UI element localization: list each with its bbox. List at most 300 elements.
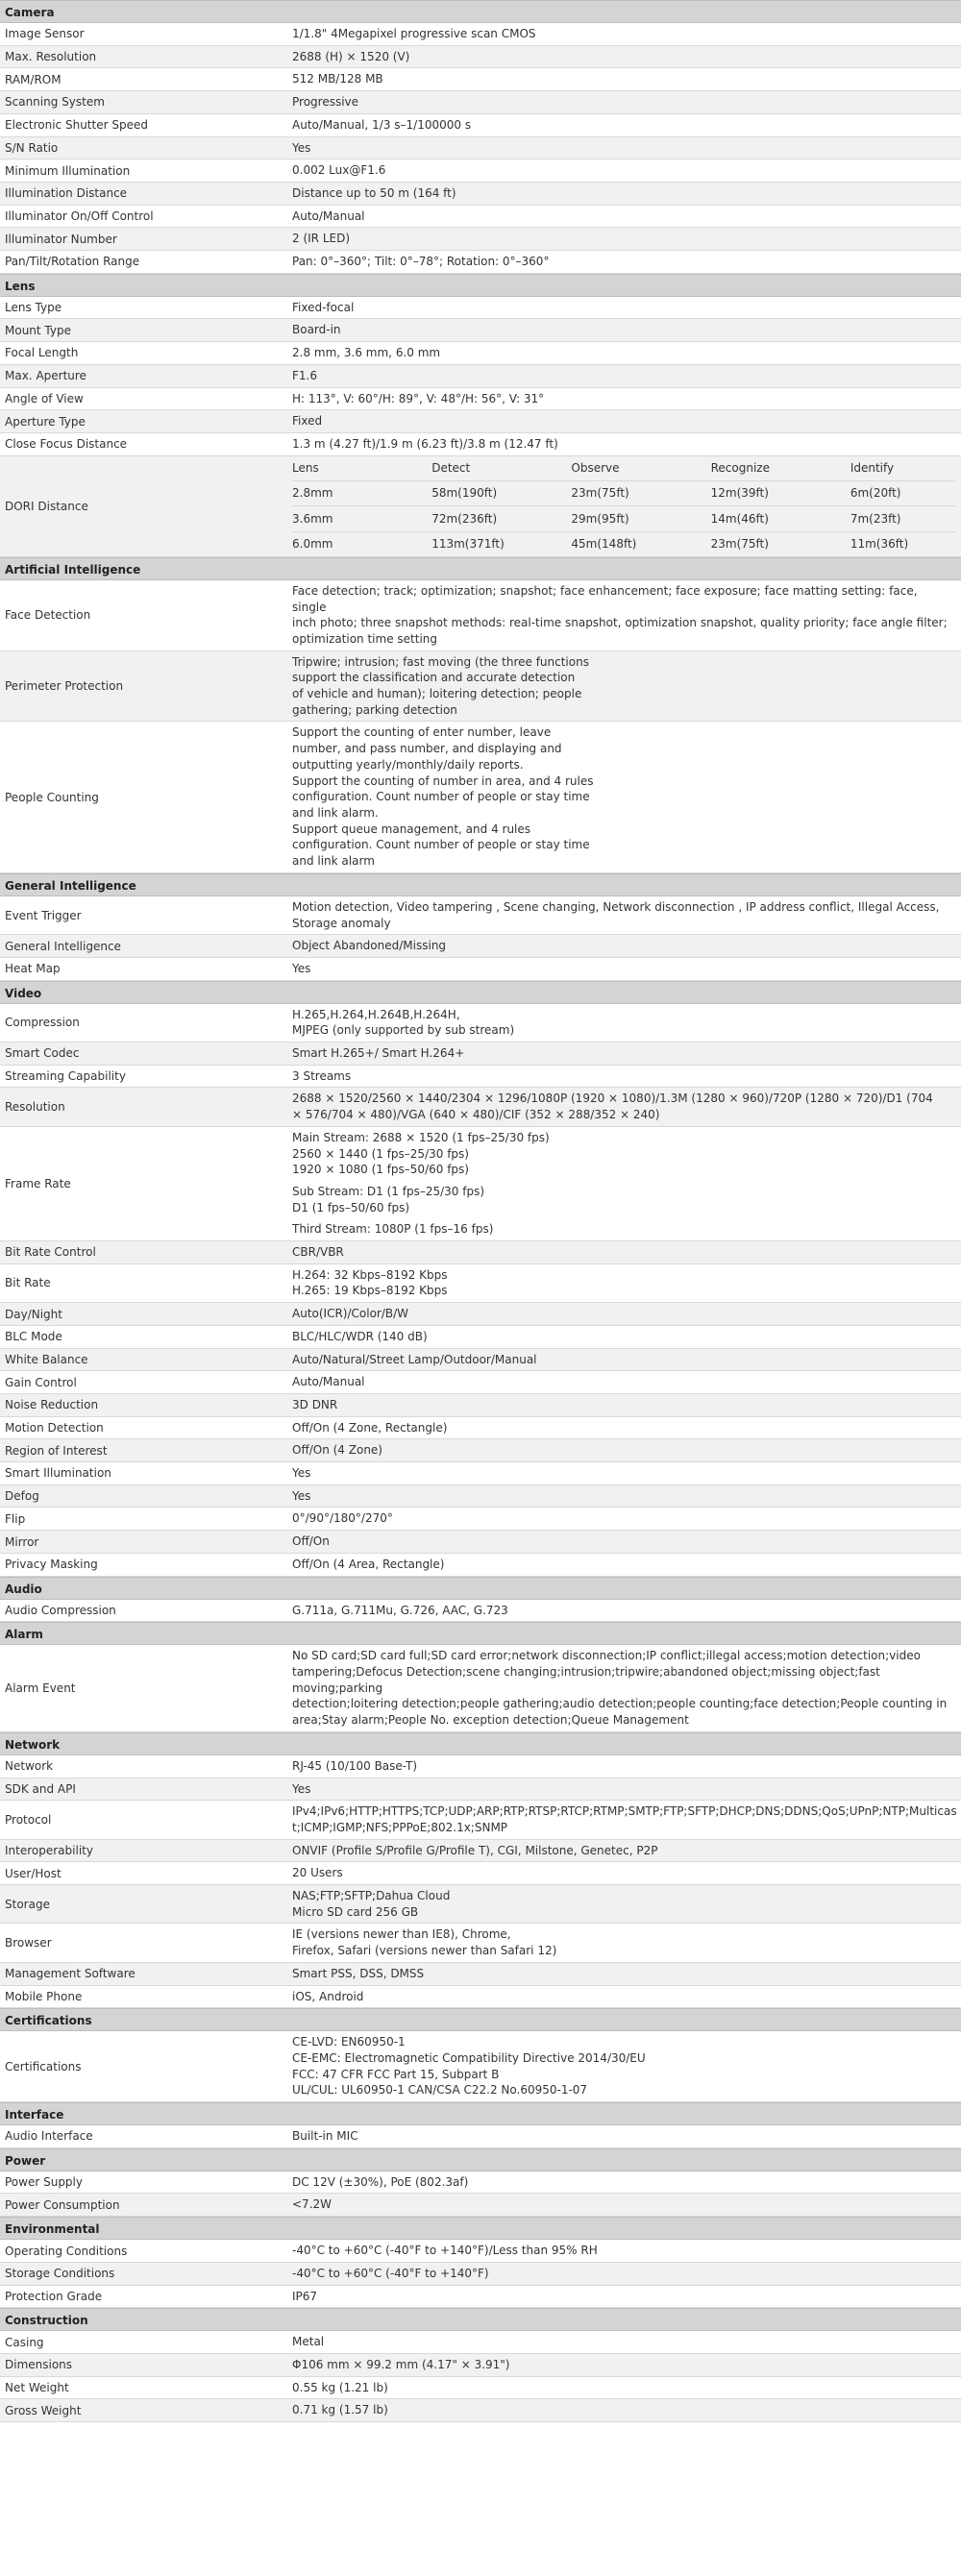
spec-value-line: configuration. Count number of people or stay time bbox=[292, 790, 590, 804]
spec-row bbox=[0, 206, 961, 229]
spec-value bbox=[288, 456, 961, 556]
spec-label: Angle of View bbox=[5, 391, 84, 405]
spec-label: Mount Type bbox=[5, 323, 71, 337]
spec-row bbox=[0, 410, 961, 433]
spec-label: Storage Conditions bbox=[5, 2267, 115, 2281]
dori-cell: 11m(36ft) bbox=[850, 536, 909, 551]
spec-label: Bit Rate bbox=[5, 1276, 51, 1290]
spec-value-line: 20 Users bbox=[292, 1866, 343, 1880]
spec-label: Lens Type bbox=[5, 301, 62, 315]
spec-row bbox=[0, 1439, 961, 1462]
section-lens bbox=[0, 274, 961, 557]
section-rows bbox=[0, 580, 961, 873]
spec-value bbox=[288, 1508, 961, 1530]
spec-value-line: BLC/HLC/WDR (140 dB) bbox=[292, 1329, 428, 1343]
spec-value bbox=[288, 580, 961, 650]
spec-value-line: IE (versions newer than IE8), Chrome, bbox=[292, 1927, 511, 1942]
spec-value-line: 2688 × 1520/2560 × 1440/2304 × 1296/1080P (1920 × 1080)/1.3M (1280 × 960)/720P (1280 × 720)/D1 (704 bbox=[292, 1092, 933, 1106]
spec-value-line: 2688 (H) × 1520 (V) bbox=[292, 49, 410, 63]
spec-value-line: Auto/Manual bbox=[292, 1375, 365, 1389]
spec-row bbox=[0, 1004, 961, 1043]
section-artificial-intelligence bbox=[0, 557, 961, 873]
spec-value-line: 2 (IR LED) bbox=[292, 232, 351, 246]
spec-value-line: Support queue management, and 4 rules bbox=[292, 822, 531, 836]
spec-value bbox=[288, 1554, 961, 1576]
spec-label: Operating Conditions bbox=[5, 2244, 128, 2258]
spec-row bbox=[0, 1645, 961, 1732]
spec-label: Frame Rate bbox=[5, 1176, 71, 1190]
dori-row bbox=[292, 506, 955, 531]
spec-value-line: D1 (1 fps–50/60 fps) bbox=[292, 1200, 410, 1214]
spec-value bbox=[288, 2354, 961, 2376]
spec-row bbox=[0, 1417, 961, 1440]
spec-value bbox=[288, 2331, 961, 2353]
spec-label: General Intelligence bbox=[5, 939, 121, 953]
spec-value-line: and link alarm bbox=[292, 854, 375, 869]
spec-row bbox=[0, 1801, 961, 1839]
spec-label: BLC Mode bbox=[5, 1330, 62, 1344]
spec-value-line: ONVIF (Profile S/Profile G/Profile T), CGI, Milstone, Genetec, P2P bbox=[292, 1843, 658, 1857]
spec-row bbox=[0, 935, 961, 958]
spec-value-line: 3D DNR bbox=[292, 1397, 338, 1411]
spec-row bbox=[0, 68, 961, 91]
spec-label: Audio Interface bbox=[5, 2129, 93, 2144]
spec-row bbox=[0, 1303, 961, 1326]
spec-value-line: IP67 bbox=[292, 2289, 318, 2303]
spec-row bbox=[0, 1264, 961, 1303]
spec-value bbox=[288, 1531, 961, 1553]
spec-value-line: No SD card;SD card full;SD card error;network disconnection;IP conflict;illegal access;motion detection;video bbox=[292, 1649, 921, 1663]
spec-row bbox=[0, 1600, 961, 1623]
spec-label: Max. Resolution bbox=[5, 50, 97, 64]
spec-value-line: MJPEG (only supported by sub stream) bbox=[292, 1023, 515, 1038]
spec-value-line: Built-in MIC bbox=[292, 2129, 358, 2144]
spec-value bbox=[288, 1326, 961, 1348]
spec-value bbox=[288, 365, 961, 387]
spec-label: Power Supply bbox=[5, 2175, 83, 2190]
spec-value bbox=[288, 206, 961, 228]
spec-label: Aperture Type bbox=[5, 414, 86, 429]
spec-label: Interoperability bbox=[5, 1843, 93, 1857]
spec-value-line: FCC: 47 CFR FCC Part 15, Subpart B bbox=[292, 2067, 500, 2081]
spec-value bbox=[288, 1801, 961, 1838]
spec-value-line: Off/On (4 Zone, Rectangle) bbox=[292, 1420, 448, 1435]
spec-value-line: Yes bbox=[292, 1781, 311, 1796]
spec-value bbox=[288, 1462, 961, 1484]
spec-label: Scanning System bbox=[5, 95, 105, 110]
dori-row bbox=[292, 480, 955, 505]
spec-label: Heat Map bbox=[5, 962, 61, 976]
spec-label: Pan/Tilt/Rotation Range bbox=[5, 255, 140, 269]
section-network bbox=[0, 1732, 961, 2008]
spec-value bbox=[288, 2286, 961, 2308]
dori-header-cell: Lens bbox=[292, 456, 431, 481]
spec-row bbox=[0, 2171, 961, 2195]
spec-value-line: Off/On (4 Zone) bbox=[292, 1443, 382, 1458]
spec-value-line: Yes bbox=[292, 1466, 311, 1481]
spec-value-line: optimization time setting bbox=[292, 631, 438, 646]
section-heading: Lens bbox=[0, 274, 961, 297]
spec-label: Streaming Capability bbox=[5, 1069, 126, 1084]
spec-value bbox=[288, 1303, 961, 1325]
spec-row bbox=[0, 1986, 961, 2009]
section-heading: Audio bbox=[0, 1577, 961, 1600]
spec-value bbox=[288, 1862, 961, 1884]
spec-value-line: 1920 × 1080 (1 fps–50/60 fps) bbox=[292, 1163, 469, 1177]
spec-value bbox=[288, 2263, 961, 2285]
spec-label: Power Consumption bbox=[5, 2197, 120, 2212]
dori-cell: 3.6mm bbox=[292, 506, 431, 531]
spec-row bbox=[0, 2031, 961, 2102]
section-heading: Artificial Intelligence bbox=[0, 557, 961, 580]
spec-value bbox=[288, 183, 961, 205]
spec-value bbox=[288, 388, 961, 410]
spec-value bbox=[288, 1963, 961, 1985]
spec-row bbox=[0, 1066, 961, 1089]
spec-row bbox=[0, 722, 961, 872]
spec-value-line: 2.8 mm, 3.6 mm, 6.0 mm bbox=[292, 346, 441, 360]
spec-value bbox=[288, 1371, 961, 1393]
spec-label: Smart Codec bbox=[5, 1046, 80, 1061]
spec-value-line: gathering; parking detection bbox=[292, 702, 457, 717]
spec-row bbox=[0, 1462, 961, 1485]
dori-cell: 12m(39ft) bbox=[711, 480, 850, 505]
spec-label: Gain Control bbox=[5, 1375, 77, 1389]
spec-value-line: 1/1.8" 4Megapixel progressive scan CMOS bbox=[292, 27, 536, 40]
spec-value bbox=[288, 1885, 961, 1923]
spec-value-line: Storage anomaly bbox=[292, 916, 391, 930]
spec-row bbox=[0, 1043, 961, 1066]
spec-label: Minimum Illumination bbox=[5, 163, 131, 178]
spec-row bbox=[0, 1862, 961, 1885]
spec-label: Perimeter Protection bbox=[5, 679, 124, 694]
spec-value-line: F1.6 bbox=[292, 368, 317, 382]
section-heading: Video bbox=[0, 981, 961, 1004]
spec-row bbox=[0, 1755, 961, 1779]
spec-label: Smart Illumination bbox=[5, 1466, 111, 1481]
spec-value bbox=[288, 342, 961, 364]
spec-value bbox=[288, 137, 961, 159]
section-heading: Alarm bbox=[0, 1622, 961, 1645]
section-general-intelligence bbox=[0, 873, 961, 981]
spec-value bbox=[288, 410, 961, 432]
spec-value-line: H.265: 19 Kbps–8192 Kbps bbox=[292, 1284, 448, 1298]
spec-label: Motion Detection bbox=[5, 1421, 104, 1435]
section-heading: Camera bbox=[0, 0, 961, 23]
spec-row bbox=[0, 1779, 961, 1802]
spec-label: Net Weight bbox=[5, 2381, 69, 2395]
spec-row bbox=[0, 1394, 961, 1417]
spec-row bbox=[0, 2125, 961, 2148]
spec-label: Illuminator Number bbox=[5, 232, 117, 246]
spec-row bbox=[0, 1963, 961, 1986]
spec-value-line: <7.2W bbox=[292, 2197, 333, 2212]
spec-value-line: t;ICMP;IGMP;NFS;PPPoE;802.1x;SNMP bbox=[292, 1820, 508, 1834]
section-rows bbox=[0, 896, 961, 981]
spec-label: People Counting bbox=[5, 790, 99, 804]
spec-label: Protocol bbox=[5, 1812, 52, 1827]
spec-value-line: 3 Streams bbox=[292, 1068, 352, 1083]
spec-value-line: Face detection; track; optimization; snapshot; face enhancement; face exposure; face matting setting: face, single bbox=[292, 583, 922, 614]
spec-row bbox=[0, 251, 961, 274]
section-heading: Network bbox=[0, 1732, 961, 1755]
spec-value bbox=[288, 2125, 961, 2147]
spec-value-line: Smart H.265+/ Smart H.264+ bbox=[292, 1046, 465, 1061]
spec-row bbox=[0, 183, 961, 206]
spec-label: Region of Interest bbox=[5, 1443, 108, 1458]
spec-label: Compression bbox=[5, 1016, 80, 1030]
spec-label: Browser bbox=[5, 1936, 52, 1950]
spec-row bbox=[0, 651, 961, 723]
spec-value-line: G.711a, G.711Mu, G.726, AAC, G.723 bbox=[292, 1603, 508, 1617]
section-rows bbox=[0, 2331, 961, 2422]
spec-value-line: Motion detection, Video tampering , Scene changing, Network disconnection , IP address conflict, Illegal Access, bbox=[292, 899, 940, 914]
spec-value-line: 512 MB/128 MB bbox=[292, 72, 383, 86]
spec-value-line: 0.002 Lux@F1.6 bbox=[292, 163, 386, 178]
section-rows bbox=[0, 23, 961, 274]
spec-label: Close Focus Distance bbox=[5, 437, 128, 452]
spec-value-line: RJ-45 (10/100 Base-T) bbox=[292, 1758, 418, 1773]
spec-label: Dimensions bbox=[5, 2358, 73, 2372]
spec-value bbox=[288, 1645, 961, 1731]
spec-value-line: Off/On (4 Area, Rectangle) bbox=[292, 1557, 445, 1571]
spec-value-line: 0.71 kg (1.57 lb) bbox=[292, 2403, 388, 2417]
spec-value bbox=[288, 68, 961, 90]
spec-label: Bit Rate Control bbox=[5, 1245, 96, 1260]
spec-label: Max. Aperture bbox=[5, 369, 86, 383]
spec-label: Image Sensor bbox=[5, 27, 85, 41]
spec-value-line: Fixed bbox=[292, 414, 323, 429]
spec-label: DORI Distance bbox=[5, 499, 88, 513]
spec-value-line: Firefox, Safari (versions newer than Safari 12) bbox=[292, 1944, 557, 1958]
spec-value-line: Third Stream: 1080P (1 fps–16 fps) bbox=[292, 1222, 494, 1237]
dori-cell: 23m(75ft) bbox=[571, 480, 710, 505]
spec-row bbox=[0, 342, 961, 365]
spec-value-line: Pan: 0°–360°; Tilt: 0°–78°; Rotation: 0°–360° bbox=[292, 255, 550, 269]
section-rows bbox=[0, 2171, 961, 2217]
dori-table bbox=[292, 456, 955, 556]
spec-label: Day/Night bbox=[5, 1307, 62, 1321]
spec-label: White Balance bbox=[5, 1352, 88, 1366]
spec-row bbox=[0, 1241, 961, 1264]
spec-value bbox=[288, 958, 961, 980]
spec-value-line: Tripwire; intrusion; fast moving (the three functions bbox=[292, 654, 589, 669]
spec-row bbox=[0, 1840, 961, 1863]
section-rows bbox=[0, 1004, 961, 1577]
spec-row bbox=[0, 2377, 961, 2400]
spec-value bbox=[288, 2377, 961, 2399]
spec-value bbox=[288, 1417, 961, 1439]
dori-header-cell: Observe bbox=[571, 456, 710, 481]
section-rows bbox=[0, 297, 961, 557]
dori-cell: 58m(190ft) bbox=[431, 480, 571, 505]
dori-header-cell: Recognize bbox=[711, 456, 850, 481]
spec-value bbox=[288, 935, 961, 957]
spec-row bbox=[0, 1924, 961, 1962]
spec-value bbox=[288, 1394, 961, 1416]
spec-label: Noise Reduction bbox=[5, 1398, 99, 1412]
dori-cell: 45m(148ft) bbox=[571, 536, 637, 551]
spec-row bbox=[0, 2286, 961, 2309]
spec-row bbox=[0, 137, 961, 160]
spec-label: Electronic Shutter Speed bbox=[5, 118, 148, 133]
spec-value-line: 2560 × 1440 (1 fps–25/30 fps) bbox=[292, 1146, 469, 1161]
spec-value-line: × 576/704 × 480)/VGA (640 × 480)/CIF (352 × 288/352 × 240) bbox=[292, 1108, 660, 1122]
spec-label: Resolution bbox=[5, 1100, 65, 1115]
spec-value-line: Auto/Manual bbox=[292, 209, 365, 223]
spec-row bbox=[0, 2331, 961, 2354]
spec-value-line: Yes bbox=[292, 961, 311, 975]
spec-label: RAM/ROM bbox=[5, 72, 62, 86]
dori-cell: 7m(23ft) bbox=[850, 506, 955, 531]
section-construction bbox=[0, 2308, 961, 2422]
spec-row bbox=[0, 46, 961, 69]
spec-value-line: of vehicle and human); loitering detection; people bbox=[292, 687, 582, 701]
spec-row bbox=[0, 91, 961, 114]
dori-cell: 23m(75ft) bbox=[710, 536, 769, 551]
section-rows bbox=[0, 1755, 961, 2008]
spec-value-line: H.265,H.264,H.264B,H.264H, bbox=[292, 1007, 460, 1021]
spec-value-line: H: 113°, V: 60°/H: 89°, V: 48°/H: 56°, V: 31° bbox=[292, 391, 545, 405]
spec-value-line: IPv4;IPv6;HTTP;HTTPS;TCP;UDP;ARP;RTP;RTSP;RTCP;RTMP;SMTP;FTP;SFTP;DHCP;DNS;DDNS;QoS;UPnP;NTP;Multicas bbox=[292, 1804, 957, 1819]
spec-row bbox=[0, 2399, 961, 2422]
spec-value bbox=[288, 251, 961, 273]
section-rows bbox=[0, 1600, 961, 1623]
spec-row bbox=[0, 365, 961, 388]
spec-label: User/Host bbox=[5, 1866, 62, 1880]
spec-value-line: Board-in bbox=[292, 323, 341, 337]
spec-value bbox=[288, 1779, 961, 1801]
spec-value bbox=[288, 1840, 961, 1862]
spec-value-line: Auto(ICR)/Color/B/W bbox=[292, 1307, 409, 1321]
spec-value bbox=[288, 1004, 961, 1042]
spec-label: Defog bbox=[5, 1489, 39, 1504]
spec-value-line: Auto/Manual, 1/3 s–1/100000 s bbox=[292, 117, 472, 132]
spec-label: Privacy Masking bbox=[5, 1558, 98, 1572]
spec-row bbox=[0, 433, 961, 456]
spec-row bbox=[0, 896, 961, 935]
spec-row bbox=[0, 456, 961, 557]
spec-value bbox=[288, 2031, 961, 2101]
dori-cell: 29m(95ft) bbox=[571, 506, 710, 531]
section-heading: General Intelligence bbox=[0, 873, 961, 896]
section-audio bbox=[0, 1577, 961, 1623]
dori-header-row bbox=[292, 456, 955, 481]
spec-value-line: CE-EMC: Electromagnetic Compatibility Directive 2014/30/EU bbox=[292, 2050, 646, 2065]
spec-value-line: CE-LVD: EN60950-1 bbox=[292, 2035, 406, 2049]
spec-row bbox=[0, 958, 961, 981]
spec-value-line: Main Stream: 2688 × 1520 (1 fps–25/30 fps) bbox=[292, 1130, 550, 1144]
spec-value-line: Auto/Natural/Street Lamp/Outdoor/Manual bbox=[292, 1352, 537, 1366]
spec-value-line: CBR/VBR bbox=[292, 1245, 344, 1260]
spec-value bbox=[288, 722, 961, 871]
dori-cell: 14m(46ft) bbox=[711, 506, 850, 531]
section-heading: Construction bbox=[0, 2308, 961, 2331]
section-heading: Environmental bbox=[0, 2217, 961, 2240]
spec-value-line: UL/CUL: UL60950-1 CAN/CSA C22.2 No.60950-1-07 bbox=[292, 2083, 588, 2098]
section-environmental bbox=[0, 2217, 961, 2308]
spec-value-line: Distance up to 50 m (164 ft) bbox=[292, 185, 456, 200]
spec-value-line: 1.3 m (4.27 ft)/1.9 m (6.23 ft)/3.8 m (12.47 ft) bbox=[292, 436, 558, 451]
dori-cell: 6.0mm bbox=[292, 536, 333, 551]
section-power bbox=[0, 2148, 961, 2217]
spec-row bbox=[0, 2240, 961, 2263]
section-heading: Interface bbox=[0, 2102, 961, 2125]
spec-label: SDK and API bbox=[5, 1781, 76, 1796]
spec-value bbox=[288, 1043, 961, 1065]
spec-row bbox=[0, 2263, 961, 2286]
section-heading: Power bbox=[0, 2148, 961, 2171]
spec-value-line: and link alarm. bbox=[292, 805, 379, 820]
dori-cell: 6m(20ft) bbox=[850, 480, 955, 505]
spec-row bbox=[0, 1885, 961, 1924]
spec-value bbox=[288, 1349, 961, 1371]
spec-value bbox=[288, 2240, 961, 2262]
spec-label: Mobile Phone bbox=[5, 1989, 83, 2003]
dori-cell: 113m(371ft) bbox=[431, 536, 505, 551]
spec-row bbox=[0, 228, 961, 251]
spec-row bbox=[0, 1531, 961, 1554]
spec-value bbox=[288, 46, 961, 68]
spec-value bbox=[288, 1986, 961, 2008]
spec-row bbox=[0, 23, 961, 46]
dori-cell: 2.8mm bbox=[292, 480, 431, 505]
spec-value-line: configuration. Count number of people or stay time bbox=[292, 838, 590, 852]
spec-value bbox=[288, 23, 961, 45]
spec-value-line: Yes bbox=[292, 1488, 311, 1503]
section-certifications bbox=[0, 2008, 961, 2102]
spec-row bbox=[0, 580, 961, 651]
section-interface bbox=[0, 2102, 961, 2148]
spec-label: Alarm Event bbox=[5, 1681, 76, 1696]
dori-cell: 72m(236ft) bbox=[431, 506, 571, 531]
section-rows bbox=[0, 2240, 961, 2308]
spec-row bbox=[0, 1371, 961, 1394]
spec-value-line: outputting yearly/monthly/daily reports. bbox=[292, 757, 524, 772]
spec-value-line: Sub Stream: D1 (1 fps–25/30 fps) bbox=[292, 1184, 485, 1198]
spec-row bbox=[0, 114, 961, 137]
spec-value bbox=[288, 1439, 961, 1461]
section-video bbox=[0, 981, 961, 1577]
spec-row bbox=[0, 159, 961, 183]
spec-label: Flip bbox=[5, 1511, 26, 1526]
dori-header-cell: Detect bbox=[431, 456, 571, 481]
spec-value bbox=[288, 1264, 961, 1302]
spec-label: Mirror bbox=[5, 1534, 39, 1549]
spec-label: Casing bbox=[5, 2335, 44, 2349]
dori-row bbox=[292, 531, 955, 556]
spec-value-line: Off/On bbox=[292, 1534, 330, 1549]
spec-value-line: Support the counting of number in area, and 4 rules bbox=[292, 773, 594, 788]
spec-value-line: number, and pass number, and displaying and bbox=[292, 742, 562, 756]
spec-row bbox=[0, 388, 961, 411]
spec-value bbox=[288, 651, 961, 722]
spec-value-line: Metal bbox=[292, 2335, 325, 2349]
spec-label: Network bbox=[5, 1759, 54, 1774]
spec-row bbox=[0, 2194, 961, 2217]
spec-value bbox=[288, 228, 961, 250]
spec-value-line: 0.55 kg (1.21 lb) bbox=[292, 2380, 388, 2394]
section-heading: Certifications bbox=[0, 2008, 961, 2031]
spec-value-line: Smart PSS, DSS, DMSS bbox=[292, 1966, 425, 1980]
spec-label: S/N Ratio bbox=[5, 140, 59, 155]
spec-value-line: 0°/90°/180°/270° bbox=[292, 1511, 393, 1526]
spec-value bbox=[288, 319, 961, 341]
spec-label: Focal Length bbox=[5, 346, 79, 360]
spec-value bbox=[288, 297, 961, 319]
spec-value-line: Fixed-focal bbox=[292, 300, 355, 314]
spec-label: Gross Weight bbox=[5, 2403, 82, 2417]
